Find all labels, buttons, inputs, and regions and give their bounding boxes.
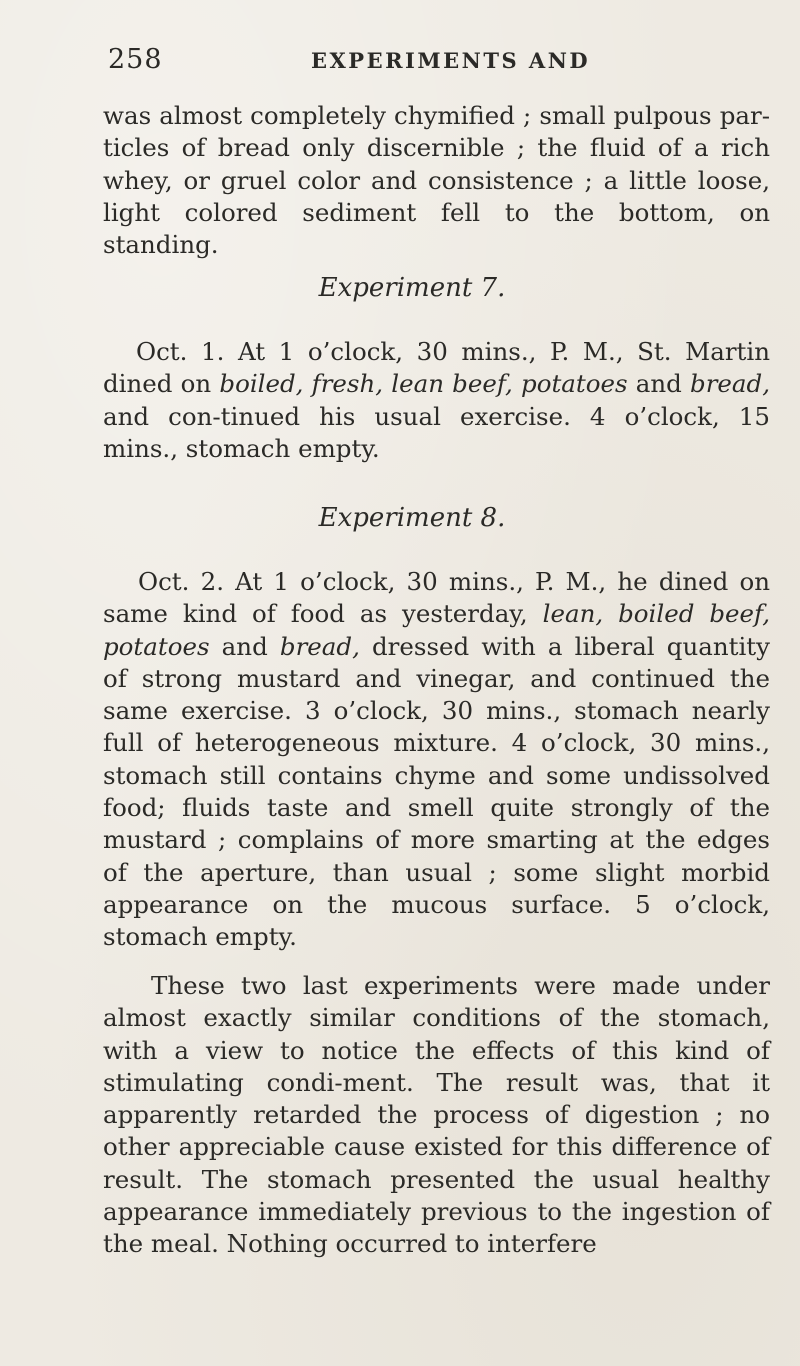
p2-italic-food: boiled, fresh, lean beef, potatoes — [219, 369, 628, 399]
p3-text-c: dressed with a liberal quantity of strong mustard and vinegar, and continued the same exercise. 3 o’clock, 30 mins., stomach nearly full of heterogeneous mixture. 4 o’clock, 30 mins., stomach still contains chyme and some undissolved food; fluids taste and smell quite strongly of the mustard ; complains of more smarting at the edges of the aperture, than usual ; some slight morbid appearance on the mucous surface. 5 o’clock, stomach empty. — [103, 631, 770, 952]
p2-text-c: and con-tinued his usual exercise. 4 o’clock, 15 mins., stomach empty. — [103, 401, 770, 463]
p3-text-a: Oct. 2. At 1 o’clock, 30 mins., P. M., he dined on same kind of food as yesterday, — [103, 567, 770, 629]
p3-italic-food: lean, boiled beef, potatoes — [103, 599, 770, 661]
experiment-8-heading: Experiment 8. — [318, 503, 506, 533]
p3-text-b: and — [209, 631, 280, 661]
p3-italic-bread: bread, — [279, 631, 360, 661]
running-head — [108, 44, 768, 84]
paragraph-continuation: was almost completely chymified ; small pulpous par-ticles of bread only discernible ; the fluid of a rich whey, or gruel color and consistence ; a little loose, light colored sediment fell to the bottom, on standing. — [103, 101, 770, 260]
experiment-7-heading: Experiment 7. — [318, 273, 506, 303]
p2-text-b: and — [627, 369, 691, 399]
experiment-7-paragraph — [103, 336, 770, 465]
experiment-8-paragraph — [103, 566, 770, 954]
page-number: 258 — [108, 44, 163, 75]
p2-text-a: Oct. 1. At 1 o’clock, 30 mins., P. M., St. Martin dined on — [103, 337, 770, 399]
p2-italic-bread: bread, — [690, 369, 770, 399]
running-title: EXPERIMENTS AND — [311, 48, 591, 73]
discussion-paragraph: These two last experiments were made under almost exactly similar conditions of the stomach, with a view to notice the effects of this kind of stimulating condi-ment. The result was, that it apparently retarded the process of digestion ; no other appreciable cause existed for this difference of result. The stomach presented the usual healthy appearance immediately previous to the ingestion of the meal. Nothing occurred to interfere — [103, 971, 770, 1259]
